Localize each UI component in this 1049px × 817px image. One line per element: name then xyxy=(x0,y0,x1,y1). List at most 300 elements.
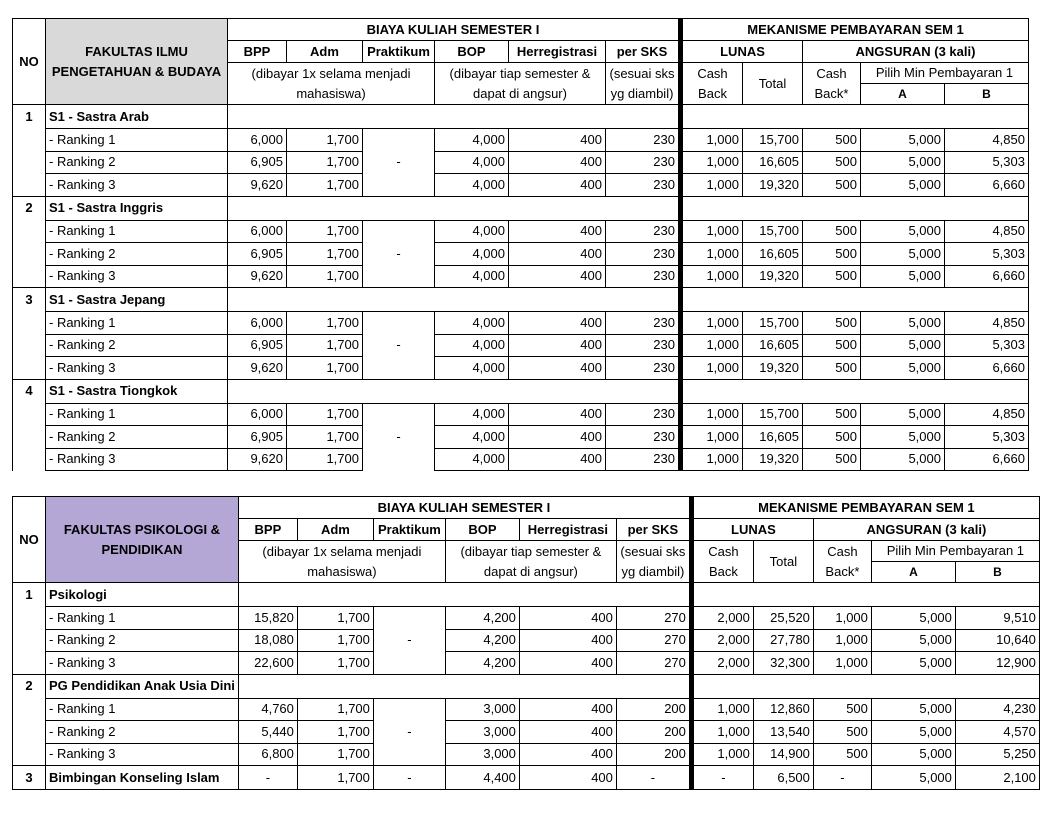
row-number-blank xyxy=(13,357,46,380)
praktikum-header: Praktikum xyxy=(363,41,435,63)
per-sks-value: 230 xyxy=(606,312,681,335)
cash-back-angsuran-value: 500 xyxy=(813,743,871,766)
cash-back-angsuran-value: 500 xyxy=(803,174,861,197)
ranking-label: - Ranking 3 xyxy=(46,448,228,471)
praktikum-blank xyxy=(363,220,435,243)
per-sks-value: 270 xyxy=(616,607,691,630)
option-a-value: 5,000 xyxy=(871,743,955,766)
herregistrasi-value: 400 xyxy=(509,220,606,243)
praktikum-value: - xyxy=(363,151,435,174)
total-value: 25,520 xyxy=(753,607,813,630)
bpp-header: BPP xyxy=(228,41,287,63)
program-row-blank xyxy=(228,288,681,312)
praktikum-header: Praktikum xyxy=(373,519,445,541)
option-b-value: 12,900 xyxy=(955,652,1039,675)
total-value: 19,320 xyxy=(743,357,803,380)
total-value: 12,860 xyxy=(753,698,813,721)
cash-back-angsuran-value: 1,000 xyxy=(813,629,871,652)
program-number: 1 xyxy=(13,105,46,129)
cash-back-value: 1,000 xyxy=(691,698,753,721)
bpp-value: 4,760 xyxy=(238,698,297,721)
cash-back-angsuran-value: 500 xyxy=(803,243,861,266)
option-a-value: 5,000 xyxy=(871,652,955,675)
bop-value: 4,000 xyxy=(435,426,509,449)
option-a-value: 5,000 xyxy=(861,403,945,426)
cash-back-angsuran-value: 500 xyxy=(803,220,861,243)
adm-value: 1,700 xyxy=(287,174,363,197)
praktikum-blank xyxy=(363,129,435,152)
adm-value: 1,700 xyxy=(287,220,363,243)
cash-back-value: 1,000 xyxy=(681,151,743,174)
note-semester: (dibayar tiap semester & dapat di angsur) xyxy=(435,63,606,105)
praktikum-blank xyxy=(363,174,435,197)
herregistrasi-value: 400 xyxy=(509,448,606,471)
option-a-value: 5,000 xyxy=(861,334,945,357)
bop-value: 3,000 xyxy=(445,721,519,744)
row-number-blank xyxy=(13,698,46,721)
cash-back-value: 2,000 xyxy=(691,652,753,675)
bop-value: 4,000 xyxy=(435,312,509,335)
faculty2-fee-table xyxy=(12,496,1040,790)
praktikum-blank xyxy=(373,698,445,721)
option-b-value: 6,660 xyxy=(945,174,1029,197)
bop-value: 3,000 xyxy=(445,743,519,766)
per-sks-value: 200 xyxy=(616,743,691,766)
bpp-value: 6,905 xyxy=(228,334,287,357)
adm-value: 1,700 xyxy=(287,265,363,288)
ranking-label: - Ranking 2 xyxy=(46,629,239,652)
per-sks-value: - xyxy=(616,766,691,790)
total-header: Total xyxy=(753,541,813,583)
adm-value: 1,700 xyxy=(297,698,373,721)
option-b-value: 6,660 xyxy=(945,357,1029,380)
herregistrasi-value: 400 xyxy=(509,312,606,335)
option-a-value: 5,000 xyxy=(861,426,945,449)
total-header: Total xyxy=(743,63,803,105)
herregistrasi-value: 400 xyxy=(509,243,606,266)
program-number: 2 xyxy=(13,674,46,698)
program-row-blank xyxy=(228,105,681,129)
option-a-value: 5,000 xyxy=(871,698,955,721)
program-number: 2 xyxy=(13,196,46,220)
option-b-value: 5,303 xyxy=(945,426,1029,449)
praktikum-blank xyxy=(373,652,445,675)
program-number: 3 xyxy=(13,288,46,312)
total-value: 15,700 xyxy=(743,312,803,335)
bop-value: 4,000 xyxy=(435,129,509,152)
option-b-value: 4,850 xyxy=(945,403,1029,426)
cash-back-value: 1,000 xyxy=(681,265,743,288)
praktikum-value: - xyxy=(363,243,435,266)
option-b-value: 5,303 xyxy=(945,151,1029,174)
adm-value: 1,700 xyxy=(287,357,363,380)
total-value: 16,605 xyxy=(743,243,803,266)
note-sks: (sesuai sks yg diambil) xyxy=(616,541,691,583)
cash-back-angsuran-value: 500 xyxy=(803,265,861,288)
cash-back-value: 1,000 xyxy=(681,334,743,357)
ranking-label: - Ranking 1 xyxy=(46,129,228,152)
option-b-value: 4,850 xyxy=(945,312,1029,335)
per-sks-value: 230 xyxy=(606,448,681,471)
total-value: 32,300 xyxy=(753,652,813,675)
pilih-min-header: Pilih Min Pembayaran 1 xyxy=(861,63,1029,84)
per-sks-value: 230 xyxy=(606,265,681,288)
program-row-blank xyxy=(691,583,1039,607)
ranking-label: - Ranking 1 xyxy=(46,607,239,630)
total-value: 6,500 xyxy=(753,766,813,790)
option-b-value: 2,100 xyxy=(955,766,1039,790)
praktikum-value: - xyxy=(373,766,445,790)
row-number-blank xyxy=(13,129,46,152)
option-b-value: 6,660 xyxy=(945,448,1029,471)
ranking-label: - Ranking 3 xyxy=(46,357,228,380)
cash-back-angsuran-value: 500 xyxy=(813,698,871,721)
biaya-kuliah-header: BIAYA KULIAH SEMESTER I xyxy=(228,19,681,41)
program-row-blank xyxy=(681,288,1029,312)
option-a-value: 5,000 xyxy=(861,448,945,471)
row-number-blank xyxy=(13,607,46,630)
adm-value: 1,700 xyxy=(297,652,373,675)
bpp-value: - xyxy=(238,766,297,790)
herregistrasi-value: 400 xyxy=(509,151,606,174)
row-number-blank xyxy=(13,265,46,288)
program-row-blank xyxy=(238,674,691,698)
cash-back-value: 1,000 xyxy=(681,243,743,266)
bop-value: 4,200 xyxy=(445,607,519,630)
adm-value: 1,700 xyxy=(297,743,373,766)
cash-back-value: 1,000 xyxy=(691,721,753,744)
option-a-value: 5,000 xyxy=(861,220,945,243)
row-number-blank xyxy=(13,174,46,197)
program-number: 1 xyxy=(13,583,46,607)
praktikum-blank xyxy=(363,403,435,426)
row-number-blank xyxy=(13,743,46,766)
cash-back-angsuran-value: 500 xyxy=(803,357,861,380)
option-a-value: 5,000 xyxy=(861,357,945,380)
option-a-header: A xyxy=(861,84,945,105)
cash-back-angsuran-value: - xyxy=(813,766,871,790)
ranking-label: - Ranking 1 xyxy=(46,312,228,335)
option-a-value: 5,000 xyxy=(871,607,955,630)
bop-value: 4,000 xyxy=(435,151,509,174)
praktikum-value: - xyxy=(373,629,445,652)
adm-value: 1,700 xyxy=(297,766,373,790)
per-sks-value: 270 xyxy=(616,629,691,652)
adm-header: Adm xyxy=(297,519,373,541)
bpp-value: 6,905 xyxy=(228,151,287,174)
cash-back-value: 1,000 xyxy=(681,403,743,426)
cash-back-value: 1,000 xyxy=(691,743,753,766)
praktikum-blank xyxy=(363,448,435,471)
total-value: 15,700 xyxy=(743,403,803,426)
bop-value: 4,000 xyxy=(435,357,509,380)
herregistrasi-value: 400 xyxy=(519,652,616,675)
option-b-value: 4,850 xyxy=(945,129,1029,152)
ranking-label: - Ranking 3 xyxy=(46,174,228,197)
total-value: 19,320 xyxy=(743,174,803,197)
option-b-value: 5,250 xyxy=(955,743,1039,766)
per-sks-value: 230 xyxy=(606,151,681,174)
bpp-value: 5,440 xyxy=(238,721,297,744)
per-sks-header: per SKS xyxy=(616,519,691,541)
option-a-value: 5,000 xyxy=(871,766,955,790)
total-value: 16,605 xyxy=(743,426,803,449)
bop-header: BOP xyxy=(445,519,519,541)
cash-back-angsuran-value: 500 xyxy=(813,721,871,744)
herregistrasi-value: 400 xyxy=(509,129,606,152)
cash-back-angsuran-value: 500 xyxy=(803,129,861,152)
option-b-value: 10,640 xyxy=(955,629,1039,652)
total-value: 16,605 xyxy=(743,334,803,357)
praktikum-blank xyxy=(363,265,435,288)
program-name: S1 - Sastra Tiongkok xyxy=(46,379,228,403)
cash-back-value: 1,000 xyxy=(681,357,743,380)
praktikum-blank xyxy=(363,357,435,380)
per-sks-value: 230 xyxy=(606,357,681,380)
cash-back-star-header: Cash Back* xyxy=(803,63,861,105)
herregistrasi-value: 400 xyxy=(509,357,606,380)
praktikum-value: - xyxy=(363,334,435,357)
praktikum-blank xyxy=(363,312,435,335)
note-once: (dibayar 1x selama menjadi mahasiswa) xyxy=(238,541,445,583)
lunas-header: LUNAS xyxy=(681,41,803,63)
pilih-min-header: Pilih Min Pembayaran 1 xyxy=(871,541,1039,562)
herregistrasi-value: 400 xyxy=(509,403,606,426)
cash-back-angsuran-value: 500 xyxy=(803,312,861,335)
bpp-value: 6,905 xyxy=(228,426,287,449)
bpp-value: 6,000 xyxy=(228,312,287,335)
row-number-blank xyxy=(13,220,46,243)
bpp-value: 9,620 xyxy=(228,448,287,471)
option-a-value: 5,000 xyxy=(861,265,945,288)
adm-value: 1,700 xyxy=(287,426,363,449)
ranking-label: - Ranking 3 xyxy=(46,652,239,675)
row-number-blank xyxy=(13,334,46,357)
cash-back-value: 1,000 xyxy=(681,426,743,449)
cash-back-header: Cash Back xyxy=(691,541,753,583)
angsuran-header: ANGSURAN (3 kali) xyxy=(803,41,1029,63)
herregistrasi-header: Herregistrasi xyxy=(519,519,616,541)
adm-value: 1,700 xyxy=(287,403,363,426)
bpp-value: 9,620 xyxy=(228,357,287,380)
total-value: 15,700 xyxy=(743,220,803,243)
adm-value: 1,700 xyxy=(297,721,373,744)
herregistrasi-value: 400 xyxy=(509,174,606,197)
cash-back-angsuran-value: 1,000 xyxy=(813,607,871,630)
total-value: 14,900 xyxy=(753,743,813,766)
total-value: 16,605 xyxy=(743,151,803,174)
herregistrasi-value: 400 xyxy=(509,426,606,449)
adm-value: 1,700 xyxy=(297,629,373,652)
program-name: S1 - Sastra Jepang xyxy=(46,288,228,312)
row-number-blank xyxy=(13,629,46,652)
herregistrasi-value: 400 xyxy=(519,607,616,630)
adm-value: 1,700 xyxy=(287,129,363,152)
cash-back-value: 1,000 xyxy=(681,312,743,335)
bop-value: 4,000 xyxy=(435,403,509,426)
per-sks-value: 230 xyxy=(606,220,681,243)
program-number: 3 xyxy=(13,766,46,790)
option-a-value: 5,000 xyxy=(861,129,945,152)
option-b-value: 5,303 xyxy=(945,334,1029,357)
cash-back-angsuran-value: 500 xyxy=(803,448,861,471)
ranking-label: - Ranking 2 xyxy=(46,151,228,174)
cash-back-value: - xyxy=(691,766,753,790)
row-number-blank xyxy=(13,312,46,335)
per-sks-value: 230 xyxy=(606,426,681,449)
bop-value: 4,000 xyxy=(435,220,509,243)
herregistrasi-value: 400 xyxy=(519,721,616,744)
bpp-value: 6,000 xyxy=(228,129,287,152)
herregistrasi-value: 400 xyxy=(519,743,616,766)
per-sks-value: 230 xyxy=(606,174,681,197)
note-sks: (sesuai sks yg diambil) xyxy=(606,63,681,105)
cash-back-value: 2,000 xyxy=(691,607,753,630)
note-once: (dibayar 1x selama menjadi mahasiswa) xyxy=(228,63,435,105)
program-name: Bimbingan Konseling Islam xyxy=(46,766,239,790)
mekanisme-header: MEKANISME PEMBAYARAN SEM 1 xyxy=(681,19,1029,41)
ranking-label: - Ranking 1 xyxy=(46,403,228,426)
row-number-blank xyxy=(13,403,46,426)
bpp-value: 15,820 xyxy=(238,607,297,630)
option-b-value: 4,850 xyxy=(945,220,1029,243)
option-b-value: 9,510 xyxy=(955,607,1039,630)
adm-value: 1,700 xyxy=(287,243,363,266)
bpp-value: 9,620 xyxy=(228,265,287,288)
row-number-blank xyxy=(13,426,46,449)
bop-value: 4,000 xyxy=(435,174,509,197)
cash-back-value: 1,000 xyxy=(681,129,743,152)
ranking-label: - Ranking 2 xyxy=(46,334,228,357)
program-name: S1 - Sastra Inggris xyxy=(46,196,228,220)
angsuran-header: ANGSURAN (3 kali) xyxy=(813,519,1039,541)
bop-value: 4,000 xyxy=(435,334,509,357)
ranking-label: - Ranking 2 xyxy=(46,721,239,744)
bop-value: 4,200 xyxy=(445,652,519,675)
option-a-value: 5,000 xyxy=(861,312,945,335)
no-header: NO xyxy=(13,497,46,583)
option-b-value: 4,570 xyxy=(955,721,1039,744)
bpp-header: BPP xyxy=(238,519,297,541)
praktikum-value: - xyxy=(373,721,445,744)
praktikum-blank xyxy=(373,743,445,766)
ranking-label: - Ranking 1 xyxy=(46,220,228,243)
ranking-label: - Ranking 3 xyxy=(46,743,239,766)
option-a-value: 5,000 xyxy=(871,629,955,652)
row-number-blank xyxy=(13,652,46,675)
per-sks-value: 230 xyxy=(606,129,681,152)
cash-back-angsuran-value: 1,000 xyxy=(813,652,871,675)
bop-header: BOP xyxy=(435,41,509,63)
herregistrasi-value: 400 xyxy=(509,334,606,357)
herregistrasi-header: Herregistrasi xyxy=(509,41,606,63)
adm-value: 1,700 xyxy=(287,151,363,174)
adm-value: 1,700 xyxy=(287,448,363,471)
row-number-blank xyxy=(13,243,46,266)
cash-back-value: 1,000 xyxy=(681,448,743,471)
cash-back-angsuran-value: 500 xyxy=(803,403,861,426)
program-name: PG Pendidikan Anak Usia Dini xyxy=(46,674,239,698)
bop-value: 4,400 xyxy=(445,766,519,790)
program-row-blank xyxy=(681,379,1029,403)
option-b-value: 6,660 xyxy=(945,265,1029,288)
program-number: 4 xyxy=(13,379,46,403)
per-sks-value: 200 xyxy=(616,721,691,744)
option-b-value: 5,303 xyxy=(945,243,1029,266)
ranking-label: - Ranking 1 xyxy=(46,698,239,721)
bpp-value: 18,080 xyxy=(238,629,297,652)
adm-value: 1,700 xyxy=(297,607,373,630)
cash-back-angsuran-value: 500 xyxy=(803,426,861,449)
total-value: 13,540 xyxy=(753,721,813,744)
faculty1-fee-table xyxy=(12,18,1029,471)
total-value: 19,320 xyxy=(743,448,803,471)
per-sks-header: per SKS xyxy=(606,41,681,63)
bop-value: 4,000 xyxy=(435,243,509,266)
cash-back-value: 2,000 xyxy=(691,629,753,652)
no-header: NO xyxy=(13,19,46,105)
total-value: 19,320 xyxy=(743,265,803,288)
note-semester: (dibayar tiap semester & dapat di angsur) xyxy=(445,541,616,583)
option-b-value: 4,230 xyxy=(955,698,1039,721)
bpp-value: 6,000 xyxy=(228,220,287,243)
herregistrasi-value: 400 xyxy=(509,265,606,288)
biaya-kuliah-header: BIAYA KULIAH SEMESTER I xyxy=(238,497,691,519)
bop-value: 4,000 xyxy=(435,448,509,471)
ranking-label: - Ranking 2 xyxy=(46,426,228,449)
option-a-header: A xyxy=(871,562,955,583)
praktikum-value: - xyxy=(363,426,435,449)
program-row-blank xyxy=(681,105,1029,129)
cash-back-angsuran-value: 500 xyxy=(803,151,861,174)
bop-value: 3,000 xyxy=(445,698,519,721)
per-sks-value: 200 xyxy=(616,698,691,721)
bop-value: 4,200 xyxy=(445,629,519,652)
faculty-name: FAKULTAS PSIKOLOGI & PENDIDIKAN xyxy=(46,497,239,583)
row-number-blank xyxy=(13,448,46,471)
program-row-blank xyxy=(238,583,691,607)
bpp-value: 6,905 xyxy=(228,243,287,266)
bpp-value: 22,600 xyxy=(238,652,297,675)
row-number-blank xyxy=(13,721,46,744)
per-sks-value: 270 xyxy=(616,652,691,675)
option-a-value: 5,000 xyxy=(871,721,955,744)
cash-back-value: 1,000 xyxy=(681,220,743,243)
praktikum-blank xyxy=(373,607,445,630)
option-a-value: 5,000 xyxy=(861,151,945,174)
per-sks-value: 230 xyxy=(606,243,681,266)
herregistrasi-value: 400 xyxy=(519,698,616,721)
bpp-value: 9,620 xyxy=(228,174,287,197)
bpp-value: 6,000 xyxy=(228,403,287,426)
faculty-name: FAKULTAS ILMU PENGETAHUAN & BUDAYA xyxy=(46,19,228,105)
option-a-value: 5,000 xyxy=(861,243,945,266)
mekanisme-header: MEKANISME PEMBAYARAN SEM 1 xyxy=(691,497,1039,519)
herregistrasi-value: 400 xyxy=(519,629,616,652)
cash-back-angsuran-value: 500 xyxy=(803,334,861,357)
cash-back-star-header: Cash Back* xyxy=(813,541,871,583)
bop-value: 4,000 xyxy=(435,265,509,288)
total-value: 15,700 xyxy=(743,129,803,152)
option-a-value: 5,000 xyxy=(861,174,945,197)
program-row-blank xyxy=(228,196,681,220)
cash-back-header: Cash Back xyxy=(681,63,743,105)
row-number-blank xyxy=(13,151,46,174)
total-value: 27,780 xyxy=(753,629,813,652)
lunas-header: LUNAS xyxy=(691,519,813,541)
program-name: S1 - Sastra Arab xyxy=(46,105,228,129)
program-name: Psikologi xyxy=(46,583,239,607)
